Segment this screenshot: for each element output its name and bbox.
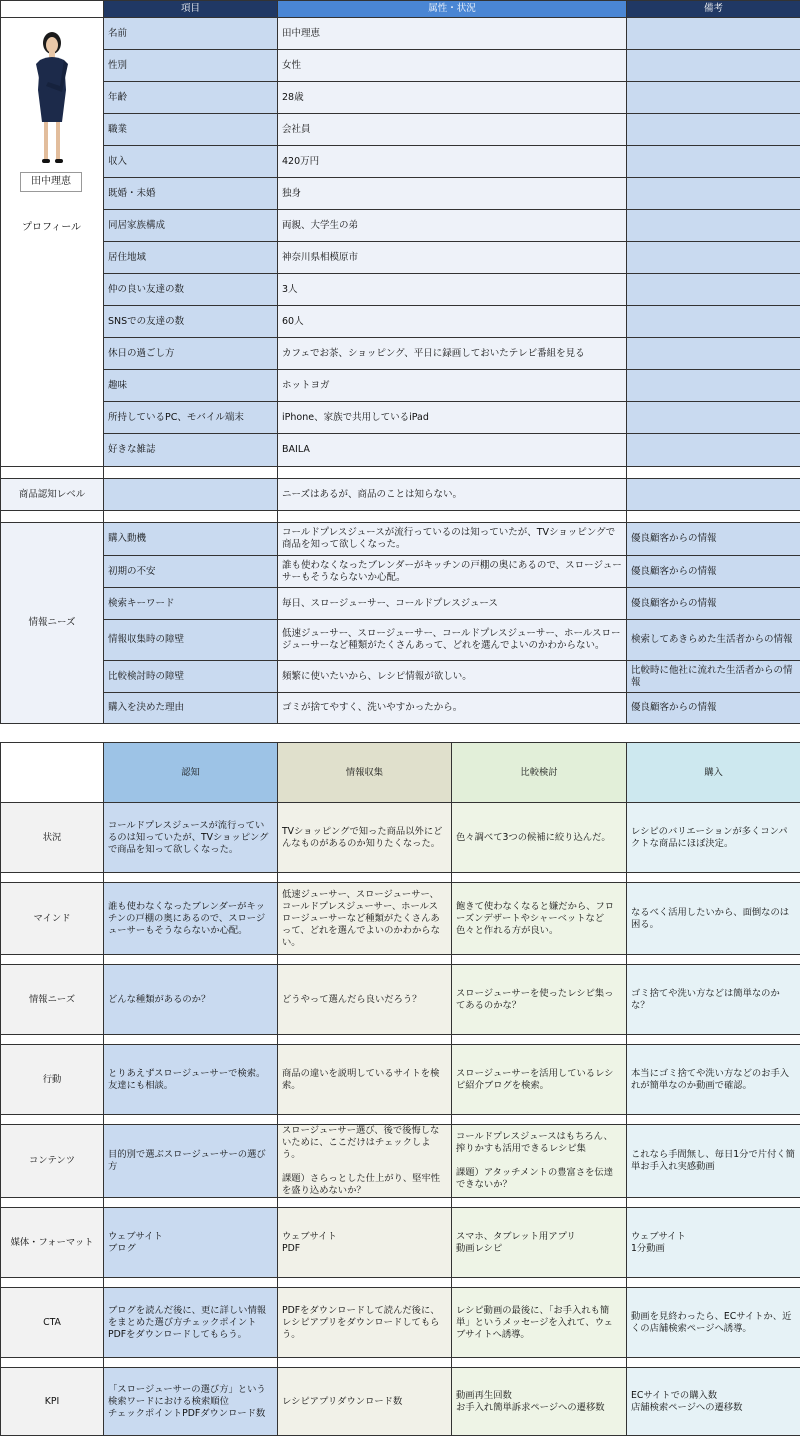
journey-row bbox=[1, 1368, 800, 1436]
journey-cell: 誰も使わなくなったブレンダーがキッチンの戸棚の奥にあるので、スロージューサーもそうならないか心配。 bbox=[104, 883, 278, 955]
stage-research: 情報収集 bbox=[278, 743, 452, 803]
journey-row bbox=[1, 1288, 800, 1358]
journey-row-label: CTA bbox=[1, 1288, 104, 1358]
profile-row bbox=[1, 370, 800, 402]
profile-item: 好きな雑誌 bbox=[104, 434, 278, 467]
journey-row-label: マインド bbox=[1, 883, 104, 955]
profile-value: 神奈川県相模原市 bbox=[278, 242, 627, 274]
journey-cell: スマホ、タブレット用アプリ 動画レシピ bbox=[452, 1208, 627, 1278]
journey-cell: TVショッピングで知った商品以外にどんなものがあるのか知りたくなった。 bbox=[278, 803, 452, 873]
needs-item: 購入を決めた理由 bbox=[104, 693, 278, 724]
profile-value: 420万円 bbox=[278, 146, 627, 178]
journey-cell: どんな種類があるのか？ bbox=[104, 965, 278, 1035]
awareness-note bbox=[627, 479, 800, 511]
needs-value: 頻繁に使いたいから、レシピ情報が欲しい。 bbox=[278, 661, 627, 693]
journey-row bbox=[1, 883, 800, 955]
profile-item: 仲の良い友達の数 bbox=[104, 274, 278, 306]
needs-note: 優良顧客からの情報 bbox=[627, 556, 800, 588]
needs-note: 検索してあきらめた生活者からの情報 bbox=[627, 620, 800, 661]
needs-note: 優良顧客からの情報 bbox=[627, 693, 800, 724]
profile-item: 居住地域 bbox=[104, 242, 278, 274]
profile-value: 両親、大学生の弟 bbox=[278, 210, 627, 242]
needs-row bbox=[1, 523, 800, 556]
profile-row bbox=[1, 114, 800, 146]
needs-item: 検索キーワード bbox=[104, 588, 278, 620]
profile-item: 職業 bbox=[104, 114, 278, 146]
profile-value: カフェでお茶、ショッピング、平日に録画しておいたテレビ番組を見る bbox=[278, 338, 627, 370]
journey-row bbox=[1, 803, 800, 873]
journey-cell: PDFをダウンロードして読んだ後に、レシピアプリをダウンロードしてもらう。 bbox=[278, 1288, 452, 1358]
profile-value: 28歳 bbox=[278, 82, 627, 114]
journey-cell: 商品の違いを説明しているサイトを検索。 bbox=[278, 1045, 452, 1115]
profile-group-label: プロフィール bbox=[22, 222, 81, 233]
profile-row bbox=[1, 338, 800, 370]
profile-note bbox=[627, 210, 800, 242]
profile-value: 会社員 bbox=[278, 114, 627, 146]
journey-cell: スロージューサー選び、後で後悔しないために、ここだけはチェックしよう。 課題）さらっとした仕上がり、堅牢性を盛り込めないか？ bbox=[278, 1125, 452, 1198]
gap-row bbox=[1, 1198, 800, 1208]
profile-row bbox=[1, 178, 800, 210]
journey-cell: ECサイトでの購入数 店舗検索ページへの遷移数 bbox=[627, 1368, 800, 1436]
profile-item: 休日の過ごし方 bbox=[104, 338, 278, 370]
stage-header-row bbox=[1, 743, 800, 803]
profile-row bbox=[1, 50, 800, 82]
journey-cell: 目的別で選ぶスロージューサーの選び方 bbox=[104, 1125, 278, 1198]
profile-item: 所持しているPC、モバイル端末 bbox=[104, 402, 278, 434]
journey-cell: これなら手間無し、毎日1分で片付く簡単お手入れ実感動画 bbox=[627, 1125, 800, 1198]
journey-row bbox=[1, 1208, 800, 1278]
journey-row bbox=[1, 965, 800, 1035]
profile-note bbox=[627, 50, 800, 82]
needs-row bbox=[1, 620, 800, 661]
journey-row bbox=[1, 1125, 800, 1198]
journey-cell: 本当にゴミ捨てや洗い方などのお手入れが簡単なのか動画で確認。 bbox=[627, 1045, 800, 1115]
journey-cell: 色々調べて3つの候補に絞り込んだ。 bbox=[452, 803, 627, 873]
journey-cell: ゴミ捨てや洗い方などは簡単なのかな？ bbox=[627, 965, 800, 1035]
journey-cell: ウェブサイト 1分動画 bbox=[627, 1208, 800, 1278]
needs-item: 情報収集時の障壁 bbox=[104, 620, 278, 661]
profile-value: ホットヨガ bbox=[278, 370, 627, 402]
profile-note bbox=[627, 274, 800, 306]
awareness-row bbox=[1, 479, 800, 511]
journey-cell: 飽きて使わなくなると嫌だから、フローズンデザートやシャーベットなど色々と作れる方が良い。 bbox=[452, 883, 627, 955]
journey-cell: コールドプレスジュースが流行っているのは知っていたが、TVショッピングで商品を知って欲しくなった。 bbox=[104, 803, 278, 873]
journey-cell: レシピ動画の最後に、「お手入れも簡単」というメッセージを入れて、ウェブサイトへ誘導。 bbox=[452, 1288, 627, 1358]
journey-cell: とりあえずスロージューサーで検索。友達にも相談。 bbox=[104, 1045, 278, 1115]
needs-note: 優良顧客からの情報 bbox=[627, 588, 800, 620]
profile-note bbox=[627, 306, 800, 338]
gap-row bbox=[1, 955, 800, 965]
journey-cell: スロージューサーを活用しているレシピ紹介ブログを検索。 bbox=[452, 1045, 627, 1115]
spacer-row bbox=[1, 467, 800, 479]
profile-value: BAILA bbox=[278, 434, 627, 467]
profile-value: 60人 bbox=[278, 306, 627, 338]
awareness-label: 商品認知レベル bbox=[1, 479, 104, 511]
profile-note bbox=[627, 82, 800, 114]
needs-item: 初期の不安 bbox=[104, 556, 278, 588]
needs-item: 比較検討時の障壁 bbox=[104, 661, 278, 693]
profile-row bbox=[1, 434, 800, 467]
profile-item: 年齢 bbox=[104, 82, 278, 114]
needs-group-label: 情報ニーズ bbox=[1, 523, 104, 724]
gap-row bbox=[1, 1035, 800, 1045]
profile-note bbox=[627, 338, 800, 370]
journey-cell: なるべく活用したいから、面倒なのは困る。 bbox=[627, 883, 800, 955]
journey-row-label: KPI bbox=[1, 1368, 104, 1436]
profile-row bbox=[1, 82, 800, 114]
journey-row-label: 情報ニーズ bbox=[1, 965, 104, 1035]
needs-note: 比較時に他社に流れた生活者からの情報 bbox=[627, 661, 800, 693]
profile-note bbox=[627, 402, 800, 434]
needs-row bbox=[1, 556, 800, 588]
profile-item: 性別 bbox=[104, 50, 278, 82]
profile-item: 趣味 bbox=[104, 370, 278, 402]
profile-value: 田中理恵 bbox=[278, 18, 627, 50]
profile-row bbox=[1, 210, 800, 242]
header-attr: 属性・状況 bbox=[278, 1, 627, 18]
spacer-row bbox=[1, 511, 800, 523]
persona-photo bbox=[22, 30, 82, 170]
profile-row bbox=[1, 18, 800, 50]
journey-cell: ブログを読んだ後に、更に詳しい情報をまとめた選び方チェックポイントPDFをダウンロードしてもらう。 bbox=[104, 1288, 278, 1358]
needs-value: コールドプレスジュースが流行っているのは知っていたが、TVショッピングで商品を知って欲しくなった。 bbox=[278, 523, 627, 556]
gap-row bbox=[1, 873, 800, 883]
journey-cell: ウェブサイト PDF bbox=[278, 1208, 452, 1278]
journey-row bbox=[1, 1045, 800, 1115]
journey-cell: レシピアプリダウンロード数 bbox=[278, 1368, 452, 1436]
needs-row bbox=[1, 661, 800, 693]
profile-note bbox=[627, 114, 800, 146]
journey-row-label: 行動 bbox=[1, 1045, 104, 1115]
needs-row bbox=[1, 588, 800, 620]
profile-note bbox=[627, 242, 800, 274]
profile-row bbox=[1, 402, 800, 434]
journey-cell: 「スロージューサーの選び方」という検索ワードにおける検索順位 チェックポイントPDFダウンロード数 bbox=[104, 1368, 278, 1436]
journey-cell: 動画再生回数 お手入れ簡単訴求ページへの遷移数 bbox=[452, 1368, 627, 1436]
profile-item: 同居家族構成 bbox=[104, 210, 278, 242]
persona-header-row bbox=[1, 1, 800, 18]
gap-row bbox=[1, 1115, 800, 1125]
needs-value: ゴミが捨てやすく、洗いやすかったから。 bbox=[278, 693, 627, 724]
profile-value: iPhone、家族で共用しているiPad bbox=[278, 402, 627, 434]
profile-row bbox=[1, 146, 800, 178]
journey-cell: レシピのバリエーションが多くコンパクトな商品にほぼ決定。 bbox=[627, 803, 800, 873]
profile-value: 女性 bbox=[278, 50, 627, 82]
journey-cell: スロージューサーを使ったレシピ集ってあるのかな？ bbox=[452, 965, 627, 1035]
journey-cell: コールドプレスジュースはもちろん、搾りかすも活用できるレシピ集 課題）アタッチメントの豊富さを伝達できないか？ bbox=[452, 1125, 627, 1198]
header-item: 項目 bbox=[104, 1, 278, 18]
needs-note: 優良顧客からの情報 bbox=[627, 523, 800, 556]
profile-note bbox=[627, 178, 800, 210]
needs-item: 購入動機 bbox=[104, 523, 278, 556]
needs-value: 毎日、スロージューサー、コールドプレスジュース bbox=[278, 588, 627, 620]
profile-note bbox=[627, 18, 800, 50]
header-note: 備考 bbox=[627, 1, 800, 18]
profile-value: 3人 bbox=[278, 274, 627, 306]
needs-row bbox=[1, 693, 800, 724]
stage-header-blank bbox=[1, 743, 104, 803]
journey-cell: どうやって選んだら良いだろう？ bbox=[278, 965, 452, 1035]
profile-value: 独身 bbox=[278, 178, 627, 210]
profile-item: 名前 bbox=[104, 18, 278, 50]
profile-item: 既婚・未婚 bbox=[104, 178, 278, 210]
gap-row bbox=[1, 1358, 800, 1368]
profile-row bbox=[1, 242, 800, 274]
journey-row-label: 状況 bbox=[1, 803, 104, 873]
profile-row bbox=[1, 306, 800, 338]
awareness-item bbox=[104, 479, 278, 511]
needs-value: 誰も使わなくなったブレンダーがキッチンの戸棚の奥にあるので、スロージューサーもそうならないか心配。 bbox=[278, 556, 627, 588]
persona-name-tag: 田中理恵 bbox=[20, 172, 82, 192]
profile-note bbox=[627, 434, 800, 467]
awareness-value: ニーズはあるが、商品のことは知らない。 bbox=[278, 479, 627, 511]
needs-value: 低速ジューサー、スロージューサー、コールドプレスジューサー、ホールスロージューサーなど種類がたくさんあって、どれを選んでよいのかわからない。 bbox=[278, 620, 627, 661]
stage-compare: 比較検討 bbox=[452, 743, 627, 803]
journey-table bbox=[0, 742, 800, 1436]
header-blank bbox=[1, 1, 104, 18]
stage-purchase: 購入 bbox=[627, 743, 800, 803]
gap-row bbox=[1, 1278, 800, 1288]
profile-item: SNSでの友達の数 bbox=[104, 306, 278, 338]
stage-awareness: 認知 bbox=[104, 743, 278, 803]
profile-row bbox=[1, 274, 800, 306]
journey-row-label: 媒体・フォーマット bbox=[1, 1208, 104, 1278]
journey-cell: 低速ジューサー、スロージューサー、コールドプレスジューサー、ホールスロージューサーなど種類がたくさんあって、どれを選んでよいのかわからない。 bbox=[278, 883, 452, 955]
profile-item: 収入 bbox=[104, 146, 278, 178]
profile-note bbox=[627, 146, 800, 178]
journey-row-label: コンテンツ bbox=[1, 1125, 104, 1198]
journey-cell: ウェブサイト ブログ bbox=[104, 1208, 278, 1278]
journey-cell: 動画を見終わったら、ECサイトか、近くの店舗検索ページへ誘導。 bbox=[627, 1288, 800, 1358]
profile-note bbox=[627, 370, 800, 402]
